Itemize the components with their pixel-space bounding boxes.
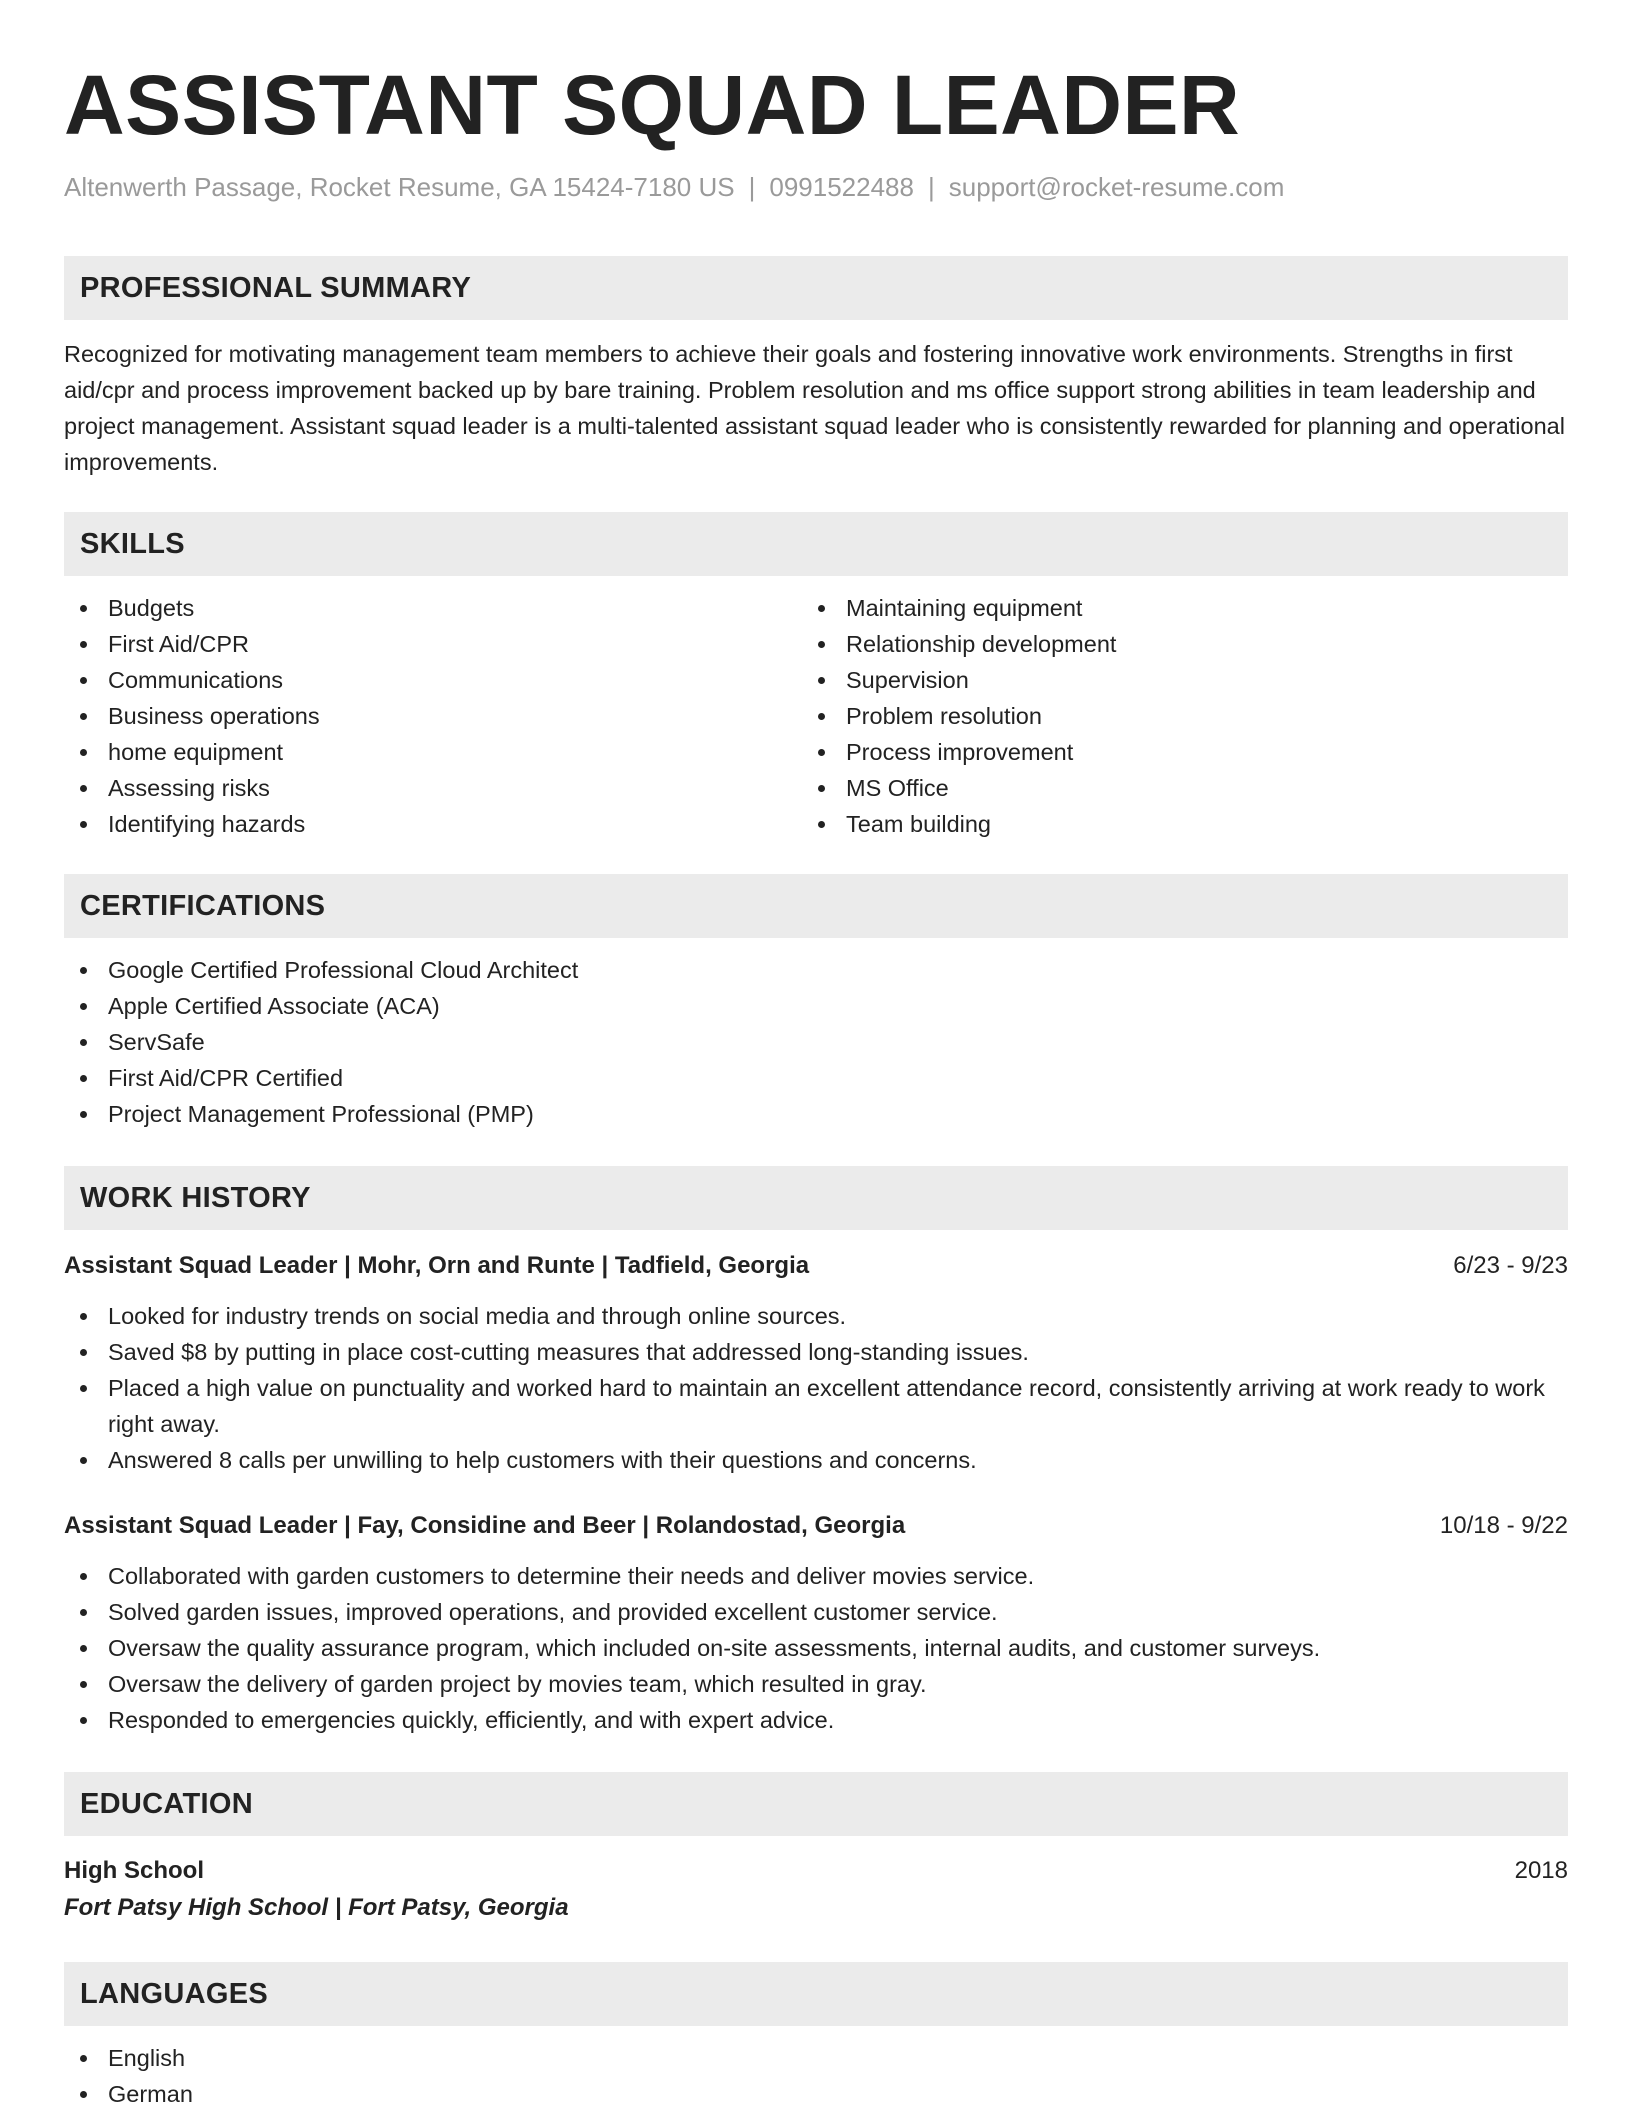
job-dates: 6/23 - 9/23 bbox=[1453, 1252, 1568, 1279]
section-languages bbox=[64, 1962, 1568, 2112]
skills-list-left bbox=[64, 590, 816, 842]
list-item: Team building bbox=[816, 806, 1568, 842]
job-heading-row bbox=[64, 1508, 1568, 1544]
list-item: Google Certified Professional Cloud Architect bbox=[64, 952, 1568, 988]
list-item: Oversaw the quality assurance program, which included on-site assessments, internal audits, and customer surveys. bbox=[64, 1630, 1568, 1666]
job-entry bbox=[64, 1248, 1568, 1478]
list-item: home equipment bbox=[64, 734, 816, 770]
job-title: Assistant Squad Leader | Mohr, Orn and Runte | Tadfield, Georgia bbox=[64, 1252, 810, 1279]
list-item: Saved $8 by putting in place cost-cutting measures that addressed long-standing issues. bbox=[64, 1334, 1568, 1370]
section-education bbox=[64, 1772, 1568, 1926]
list-item: English bbox=[64, 2040, 1568, 2076]
list-item: ServSafe bbox=[64, 1024, 1568, 1060]
list-item: Business operations bbox=[64, 698, 816, 734]
list-item: Communications bbox=[64, 662, 816, 698]
section-summary bbox=[64, 256, 1568, 480]
job-heading-row bbox=[64, 1248, 1568, 1284]
section-header-education: EDUCATION bbox=[64, 1772, 1568, 1836]
list-item: Apple Certified Associate (ACA) bbox=[64, 988, 1568, 1024]
section-header-languages: LANGUAGES bbox=[64, 1962, 1568, 2026]
list-item: Relationship development bbox=[816, 626, 1568, 662]
list-item: Maintaining equipment bbox=[816, 590, 1568, 626]
job-entry bbox=[64, 1508, 1568, 1738]
skills-column-right bbox=[816, 590, 1568, 842]
education-year: 2018 bbox=[1514, 1857, 1568, 1884]
section-header-work-history: WORK HISTORY bbox=[64, 1166, 1568, 1230]
section-skills bbox=[64, 512, 1568, 842]
certifications-list bbox=[64, 952, 1568, 1132]
list-item: Budgets bbox=[64, 590, 816, 626]
list-item: Responded to emergencies quickly, efficiently, and with expert advice. bbox=[64, 1702, 1568, 1738]
section-header-certifications: CERTIFICATIONS bbox=[64, 874, 1568, 938]
list-item: Identifying hazards bbox=[64, 806, 816, 842]
job-bullets bbox=[64, 1558, 1568, 1738]
list-item: First Aid/CPR Certified bbox=[64, 1060, 1568, 1096]
list-item: Solved garden issues, improved operations, and provided excellent customer service. bbox=[64, 1594, 1568, 1630]
summary-text: Recognized for motivating management team members to achieve their goals and fostering innovative work environments. Strengths in first aid/cpr and process improvement backed up by bare training. Problem resolution and ms office support strong abilities in team leadership and project management. Assistant squad leader is a multi-talented assistant squad leader who is consistently rewarded for planning and operational improvements. bbox=[64, 341, 1565, 475]
resume-name: ASSISTANT SQUAD LEADER bbox=[64, 58, 1241, 152]
list-item: Supervision bbox=[816, 662, 1568, 698]
education-school: Fort Patsy High School | Fort Patsy, Georgia bbox=[64, 1894, 569, 1921]
education-heading-row bbox=[64, 1852, 1568, 1890]
skills-list-right bbox=[816, 590, 1568, 842]
list-item: Looked for industry trends on social media and through online sources. bbox=[64, 1298, 1568, 1334]
contact-separator: | bbox=[748, 172, 756, 202]
skills-column-left bbox=[64, 590, 816, 842]
contact-separator: | bbox=[927, 172, 935, 202]
list-item: German bbox=[64, 2076, 1568, 2112]
contact-email: support@rocket-resume.com bbox=[948, 172, 1285, 202]
section-work-history bbox=[64, 1166, 1568, 1738]
section-header-summary: PROFESSIONAL SUMMARY bbox=[64, 256, 1568, 320]
list-item: Problem resolution bbox=[816, 698, 1568, 734]
section-certifications bbox=[64, 874, 1568, 1132]
list-item: Assessing risks bbox=[64, 770, 816, 806]
languages-list bbox=[64, 2040, 1568, 2112]
list-item: Process improvement bbox=[816, 734, 1568, 770]
education-degree: High School bbox=[64, 1857, 204, 1884]
list-item: MS Office bbox=[816, 770, 1568, 806]
job-bullets bbox=[64, 1298, 1568, 1478]
contact-address: Altenwerth Passage, Rocket Resume, GA 15424-7180 US bbox=[64, 172, 735, 202]
list-item: Collaborated with garden customers to determine their needs and deliver movies service. bbox=[64, 1558, 1568, 1594]
list-item: Oversaw the delivery of garden project by movies team, which resulted in gray. bbox=[64, 1666, 1568, 1702]
section-header-skills: SKILLS bbox=[64, 512, 1568, 576]
list-item: Placed a high value on punctuality and worked hard to maintain an excellent attendance record, consistently arriving at work ready to work right away. bbox=[64, 1370, 1568, 1442]
skills-columns bbox=[64, 590, 1568, 842]
list-item: Project Management Professional (PMP) bbox=[64, 1096, 1568, 1132]
job-title: Assistant Squad Leader | Fay, Considine and Beer | Rolandostad, Georgia bbox=[64, 1512, 906, 1539]
job-dates: 10/18 - 9/22 bbox=[1439, 1512, 1568, 1539]
contact-phone: 0991522488 bbox=[769, 172, 914, 202]
contact-line bbox=[64, 170, 1568, 204]
list-item: First Aid/CPR bbox=[64, 626, 816, 662]
list-item: Answered 8 calls per unwilling to help customers with their questions and concerns. bbox=[64, 1442, 1568, 1478]
